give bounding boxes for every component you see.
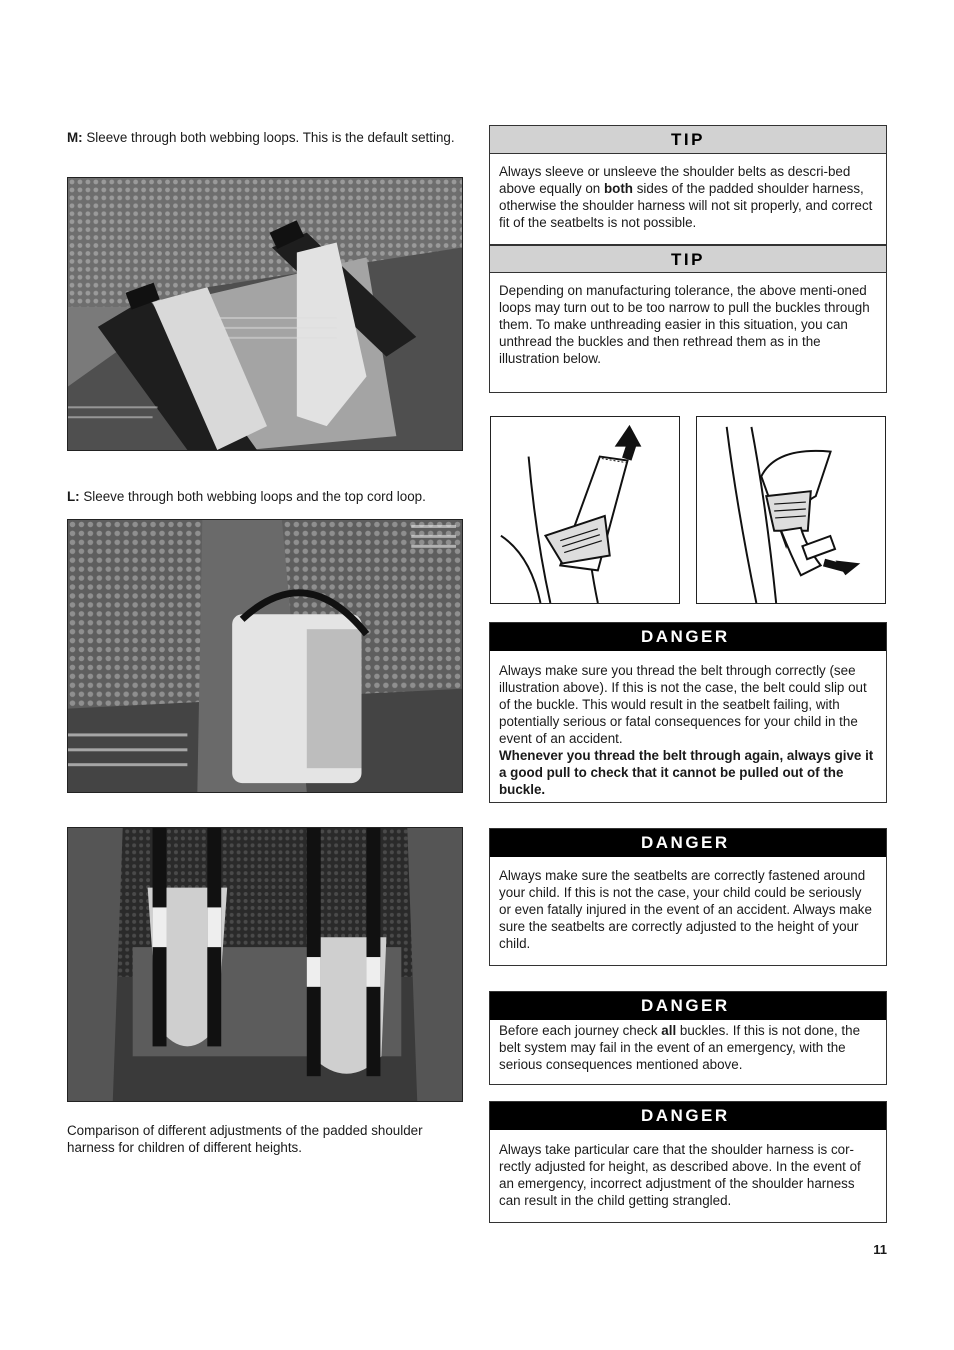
danger-text: Before each journey check (499, 1023, 662, 1038)
caption-l-text: Sleeve through both webbing loops and the top cord loop. (79, 489, 426, 504)
caption-m-text: Sleeve through both webbing loops. This is the default setting. (82, 130, 455, 145)
tip-header: TIP (490, 126, 886, 154)
tip-text: Depending on manufacturing tolerance, the above menti-oned loops may turn out to be too narrow to pull the buckles through them. To make unthreading easier in this situation, you can unthread the buckles and then rethread them as in the illustration below. (499, 283, 870, 366)
danger-text-bold: all (661, 1023, 677, 1038)
caption-m (67, 129, 467, 146)
danger-text: buckles. If this is not done, the belt system may fail in the event of an emergency, with the serious consequences mentioned above. (499, 1023, 861, 1072)
danger-header: DANGER (490, 1102, 886, 1130)
danger-body (490, 857, 886, 958)
danger-header: DANGER (490, 623, 886, 651)
danger-text-bold: Whenever you thread the belt through again, always give it a good pull to check that it cannot be pulled out of the buckle. (499, 748, 874, 797)
tip-text: Always sleeve or unsleeve the shoulder belts as descri-bed above equally on (499, 164, 851, 196)
danger-text: Always make sure you thread the belt through correctly (see illustration above). If this is not the case, the belt could slip out of the buckle. This would result in the seatbelt failing, with potentially serious or fatal consequences for your child in the event of an accident. (499, 663, 867, 746)
danger-body (490, 1020, 886, 1079)
photo-harness-l-setting (67, 519, 463, 793)
tip-box-sleeve-equally (489, 125, 887, 245)
danger-box-check-buckles (489, 991, 887, 1085)
tip-body (490, 154, 886, 237)
danger-box-shoulder-harness-height (489, 1101, 887, 1223)
tip-box-manufacturing-tolerance (489, 245, 887, 393)
caption-l (67, 488, 467, 505)
danger-text: Always make sure the seatbelts are correctly fastened around your child. If this is not the case, your child could be seriously or even fatally injured in the event of an accident. Always make sure the seatbelts are correctly adjusted to the height of your child. (499, 868, 872, 951)
photo-harness-comparison (67, 827, 463, 1102)
tip-body (490, 273, 886, 373)
illustration-rethread-buckle (696, 416, 886, 604)
danger-text: Always take particular care that the shoulder harness is cor-rectly adjusted for height, as described above. In the event of an emergency, incorrect adjustment of the shoulder harness can result in the child getting strangled. (499, 1142, 861, 1208)
danger-body (490, 651, 886, 804)
caption-l-label: L: (67, 489, 80, 504)
caption-m-label: M: (67, 130, 83, 145)
danger-box-seatbelts-fastened (489, 828, 887, 966)
danger-header: DANGER (490, 829, 886, 857)
illustration-unthread-buckle (490, 416, 680, 604)
danger-body (490, 1130, 886, 1215)
caption-comparison: Comparison of different adjustments of the padded shoulder harness for children of different heights. (67, 1123, 423, 1155)
tip-text: sides of the padded shoulder harness, otherwise the shoulder harness will not sit properly, and correct fit of the seatbelts is not possible. (499, 181, 873, 230)
danger-box-thread-belt (489, 622, 887, 803)
tip-header: TIP (490, 245, 886, 273)
page-number: 11 (873, 1242, 887, 1257)
photo-harness-m-setting (67, 177, 463, 451)
danger-header: DANGER (490, 992, 886, 1020)
tip-text-bold: both (603, 181, 633, 196)
